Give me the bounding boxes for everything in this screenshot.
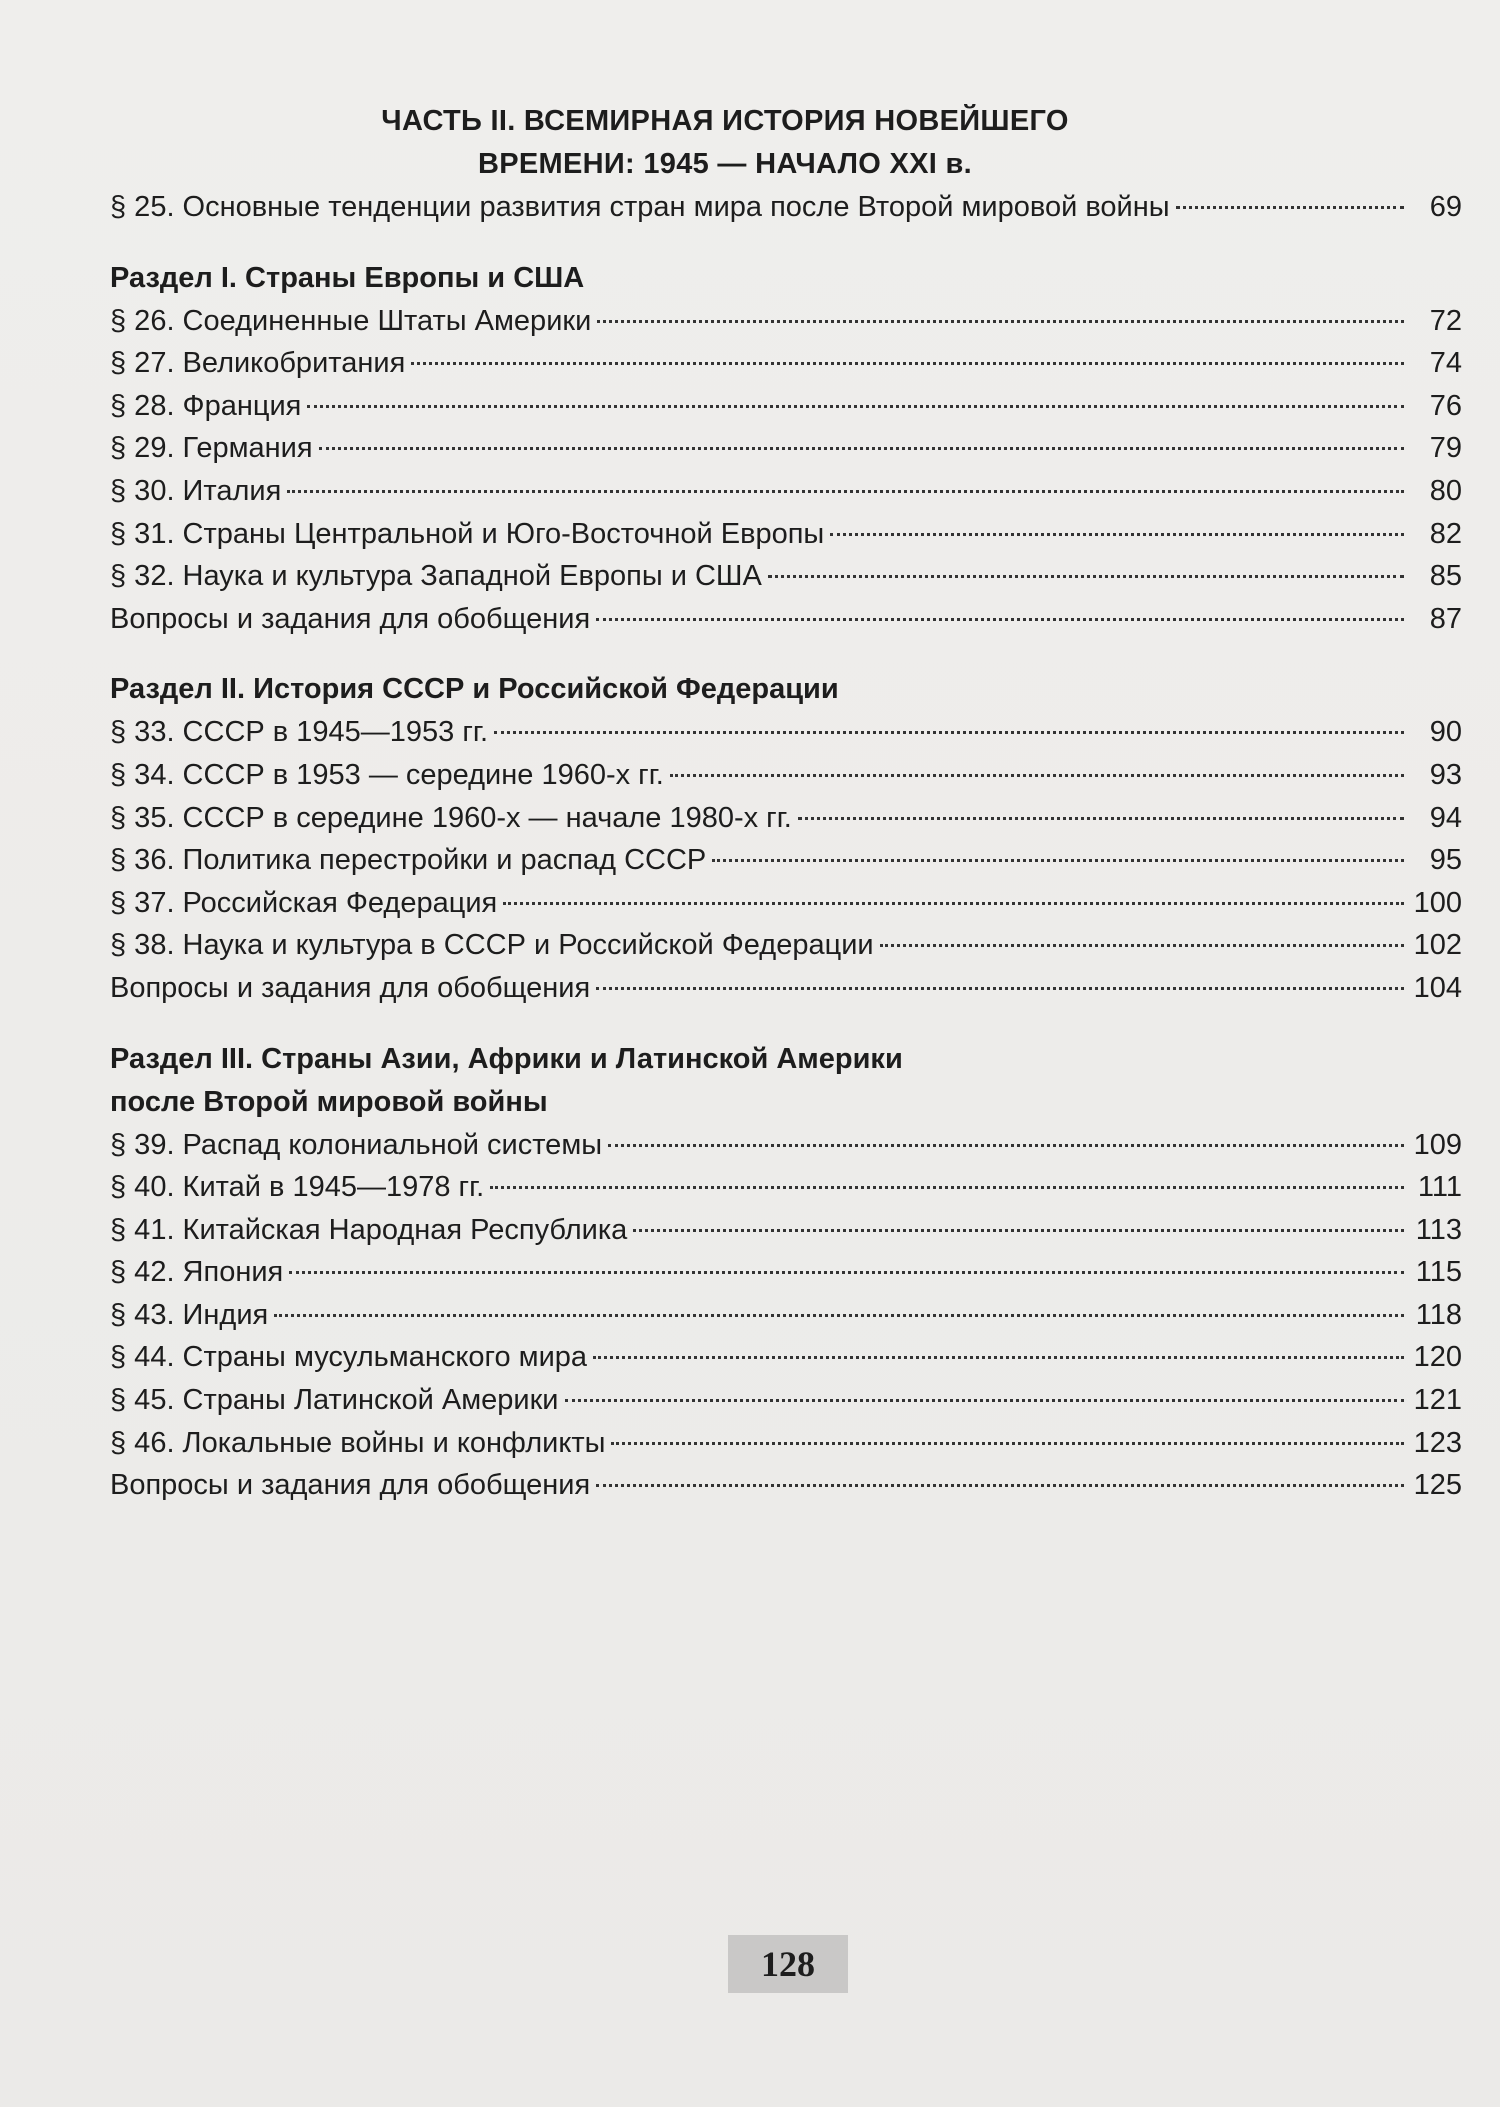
- toc-entry-page: 113: [1415, 1213, 1462, 1246]
- sections-container: [110, 257, 1500, 1507]
- toc-entry-page: 104: [1413, 971, 1462, 1004]
- part-title: [110, 100, 1500, 186]
- toc-entry: [110, 1166, 1462, 1209]
- page-number: 128: [728, 1935, 848, 1993]
- toc-entry-page: 87: [1429, 602, 1462, 635]
- toc-entry: [110, 1422, 1462, 1465]
- toc-entry: [110, 1336, 1462, 1379]
- toc-entry-label: Вопросы и задания для обобщения: [110, 971, 591, 1004]
- section-title: [110, 668, 1500, 711]
- toc-entry-page: 85: [1429, 560, 1462, 593]
- toc-entry-label: § 37. Российская Федерация: [110, 886, 498, 919]
- toc-entry-label: Вопросы и задания для обобщения: [110, 1469, 591, 1502]
- dot-leader: [596, 1484, 1404, 1487]
- toc-entry: [110, 754, 1462, 797]
- toc-entry-page: 82: [1429, 517, 1462, 550]
- toc-entry-page: 90: [1429, 716, 1462, 749]
- toc-entry-page: 121: [1413, 1384, 1462, 1417]
- toc-entry-label: § 45. Страны Латинской Америки: [110, 1384, 559, 1417]
- toc-entry-page: 102: [1413, 929, 1462, 962]
- toc-entry-label: § 39. Распад колониальной системы: [110, 1128, 603, 1161]
- toc-entry-label: § 43. Индия: [110, 1298, 269, 1331]
- toc-entry: [110, 300, 1462, 343]
- toc-entry-label: § 41. Китайская Народная Республика: [110, 1213, 628, 1246]
- toc-entry: [110, 385, 1462, 428]
- toc-entry-page: 80: [1429, 474, 1462, 507]
- dot-leader: [307, 405, 1404, 408]
- dot-leader: [608, 1144, 1404, 1147]
- dot-leader: [712, 859, 1404, 862]
- toc-entry-page: 94: [1429, 801, 1462, 834]
- dot-leader: [494, 731, 1404, 734]
- dot-leader: [1176, 206, 1404, 209]
- toc-entry: [110, 1464, 1462, 1507]
- dot-leader: [633, 1229, 1404, 1232]
- toc-entry-label: § 31. Страны Центральной и Юго-Восточной Европы: [110, 517, 825, 550]
- toc-entry-label: § 36. Политика перестройки и распад СССР: [110, 844, 707, 877]
- dot-leader: [490, 1186, 1404, 1189]
- toc-entry-label: § 29. Германия: [110, 432, 313, 465]
- section-title-line: Раздел II. История СССР и Российской Федерации: [110, 673, 839, 706]
- toc-entry-page: 118: [1415, 1298, 1462, 1331]
- section-title-line: после Второй мировой войны: [110, 1085, 548, 1118]
- table-of-contents: [110, 100, 1500, 1507]
- toc-entry-page: 69: [1429, 191, 1462, 223]
- toc-entry-label: Вопросы и задания для обобщения: [110, 602, 591, 635]
- toc-entry-page: 109: [1413, 1128, 1462, 1161]
- dot-leader: [798, 817, 1404, 820]
- section-title-line: Раздел I. Страны Европы и США: [110, 261, 585, 294]
- toc-entry-label: § 26. Соединенные Штаты Америки: [110, 304, 592, 337]
- toc-entry: [110, 1251, 1462, 1294]
- toc-entry-page: 76: [1429, 389, 1462, 422]
- section-title: [110, 257, 1500, 300]
- toc-entry-label: § 32. Наука и культура Западной Европы и США: [110, 560, 762, 593]
- toc-entry-label: § 42. Япония: [110, 1256, 284, 1289]
- toc-entry-page: 111: [1417, 1171, 1462, 1204]
- dot-leader: [611, 1442, 1404, 1445]
- dot-leader: [593, 1356, 1404, 1359]
- toc-entry-label: § 27. Великобритания: [110, 347, 406, 380]
- section-title: [110, 1038, 1500, 1124]
- toc-entry-page: 95: [1429, 844, 1462, 877]
- dot-leader: [565, 1399, 1405, 1402]
- toc-entry: [110, 342, 1462, 385]
- toc-entry-page: 100: [1413, 886, 1462, 919]
- toc-entry: [110, 797, 1462, 840]
- toc-entry-label: § 28. Франция: [110, 389, 302, 422]
- dot-leader: [830, 533, 1404, 536]
- toc-entry: [110, 711, 1462, 754]
- dot-leader: [411, 362, 1404, 365]
- toc-entry-label: § 35. СССР в середине 1960-х — начале 1980-х гг.: [110, 801, 792, 834]
- part-title-line-1: ЧАСТЬ II. ВСЕМИРНАЯ ИСТОРИЯ НОВЕЙШЕГО: [381, 105, 1069, 137]
- toc-entry: [110, 967, 1462, 1010]
- toc-entry: [110, 513, 1462, 556]
- toc-entry-page: 115: [1415, 1256, 1462, 1289]
- toc-entry: [110, 1124, 1462, 1167]
- toc-entry-label: § 44. Страны мусульманского мира: [110, 1341, 588, 1374]
- toc-entry-page: 74: [1429, 347, 1462, 380]
- dot-leader: [319, 447, 1404, 450]
- part-title-line-2: ВРЕМЕНИ: 1945 — НАЧАЛО XXI в.: [478, 148, 972, 180]
- toc-entry: [110, 839, 1462, 882]
- toc-entry-label: § 40. Китай в 1945—1978 гг.: [110, 1171, 485, 1204]
- dot-leader: [597, 320, 1404, 323]
- dot-leader: [287, 490, 1404, 493]
- toc-entry-page: 125: [1413, 1469, 1462, 1502]
- toc-entry: [110, 555, 1462, 598]
- dot-leader: [596, 987, 1404, 990]
- toc-entry-label: § 34. СССР в 1953 — середине 1960-х гг.: [110, 758, 664, 791]
- toc-entry-label: § 33. СССР в 1945—1953 гг.: [110, 716, 489, 749]
- toc-entry: [110, 598, 1462, 641]
- toc-entry: [110, 427, 1462, 470]
- dot-leader: [880, 944, 1404, 947]
- dot-leader: [596, 618, 1404, 621]
- section-title-line: Раздел III. Страны Азии, Африки и Латинской Америки: [110, 1042, 903, 1075]
- toc-entry: [110, 1379, 1462, 1422]
- toc-entry-label: § 25. Основные тенденции развития стран мира после Второй мировой войны: [110, 191, 1170, 223]
- toc-entry-label: § 30. Италия: [110, 474, 282, 507]
- dot-leader: [768, 575, 1404, 578]
- toc-entry-page: 79: [1429, 432, 1462, 465]
- toc-entry: [110, 1209, 1462, 1252]
- dot-leader: [670, 774, 1404, 777]
- toc-entry-label: § 38. Наука и культура в СССР и Российской Федерации: [110, 929, 874, 962]
- toc-entry: [110, 882, 1462, 925]
- dot-leader: [274, 1314, 1404, 1317]
- toc-entry-page: 120: [1413, 1341, 1462, 1374]
- dot-leader: [289, 1271, 1404, 1274]
- toc-entry-page: 93: [1429, 758, 1462, 791]
- toc-entry-label: § 46. Локальные войны и конфликты: [110, 1426, 606, 1459]
- toc-entry: [110, 924, 1462, 967]
- toc-entry: [110, 1294, 1462, 1337]
- toc-entry-intro: [110, 186, 1462, 229]
- toc-entry-page: 123: [1413, 1426, 1462, 1459]
- toc-entry-page: 72: [1429, 304, 1462, 337]
- dot-leader: [503, 902, 1404, 905]
- toc-entry: [110, 470, 1462, 513]
